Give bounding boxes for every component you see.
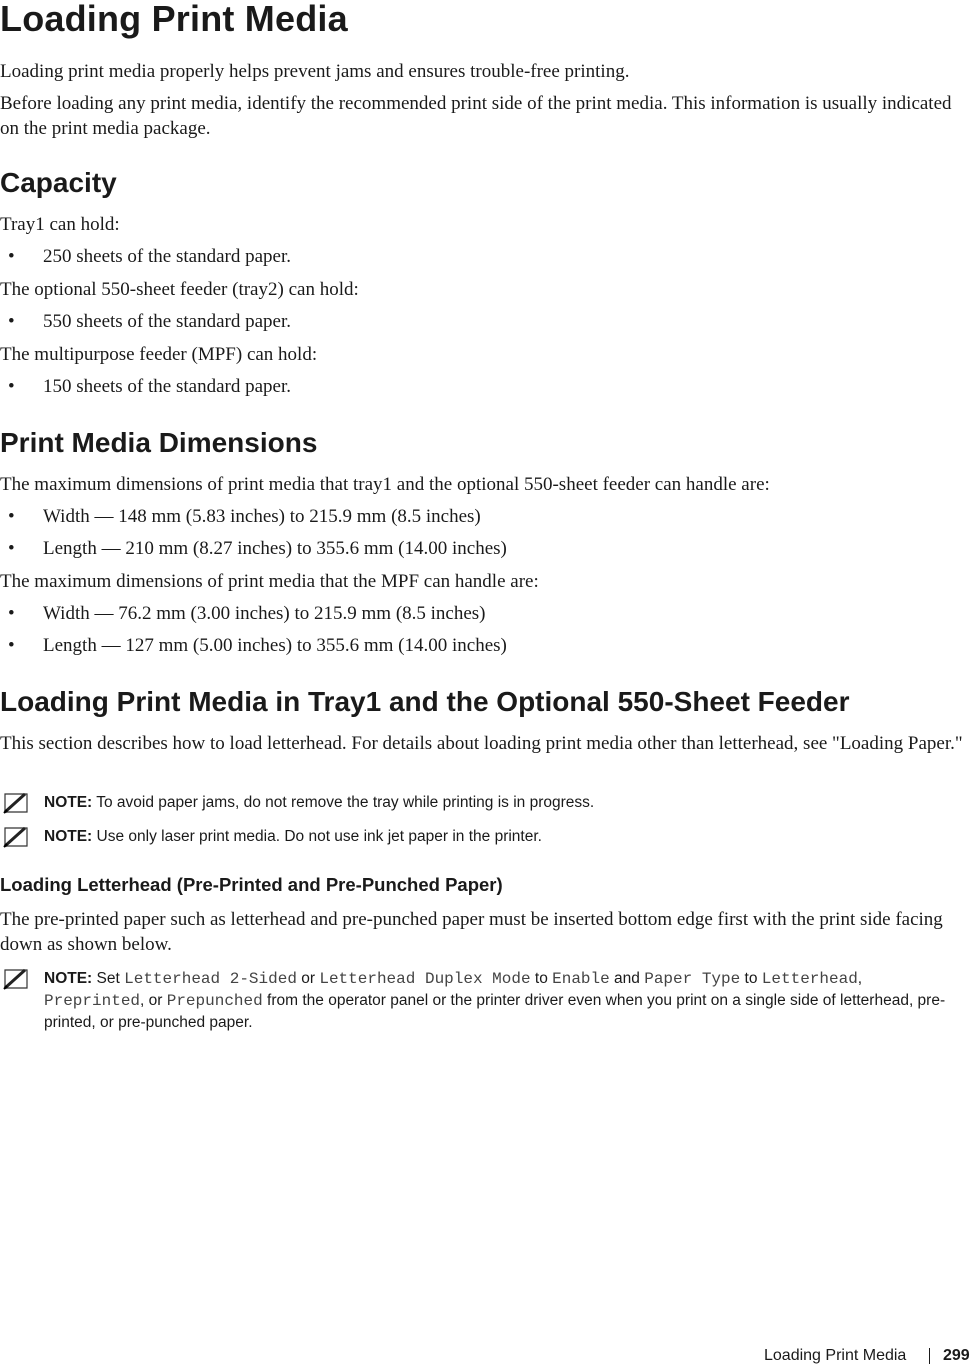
bullet-icon: • [8, 506, 15, 527]
note-pencil-icon [1, 791, 31, 815]
page-number: 299 [943, 1347, 970, 1364]
intro-paragraph-1: Loading print media properly helps prevent jams and ensures trouble-free printing. [0, 61, 630, 82]
page-title: Loading Print Media [0, 0, 348, 39]
bullet-icon: • [8, 246, 15, 267]
letterhead-intro: The pre-printed paper such as letterhead and pre-punched paper must be inserted bottom edge first with the print side facing down as shown below. [0, 909, 943, 955]
letterhead-heading: Loading Letterhead (Pre-Printed and Pre-Punched Paper) [0, 874, 503, 895]
tray1-capacity-label: Tray1 can hold: [0, 214, 120, 235]
bullet-icon: • [8, 311, 15, 332]
footer-divider [929, 1348, 930, 1364]
document-page: Loading Print Media Loading print media properly helps prevent jams and ensures trouble-free printing. Before loading any print media, identify the recommended print side of the print media. This information is usually indicated on the print media package. Capacity Tray1 can hold: • 250 sheets of the standard paper. The optional 550-sheet feeder (tray2) can hold: • 550 sheets of the standard paper. The multipurpose feeder (MPF) can hold: • 150 sheets of the standard paper. Print Media Dimensions The maximum dimensions of print media that tray1 and the optional 550-sheet feeder can handle are: • Width — 148 mm (5.83 inches) to 215.9 mm (8.5 inches) • Length — 210 mm (8.27 inches) to 355.6 mm (14.00 inches) The maximum dimensions of print media that the MPF can handle are: • Width — 76.2 mm (3.00 inches) to 215.9 mm (8.5 inches) • Length — 127 mm (5.00 inches) to 355.6 mm (14.00 inches) Loading Print Media in Tray1 and the Optional 550-Sheet Feeder This section describes how to load letterhead. For details about loading print media other than letterhead, see "Loading Paper." NOTE: To avoid paper jams, do not remove the tray while printing is in progress. NOTE: Use only laser print media. Do not use ink jet paper in the printer. Loading Letterhead (Pre-Printed and Pre-Punched Paper) The pre-printed paper such as letterhead and pre-punched paper must be inserted bottom edge first with the print side facing down as shown below. NOTE: Set Letterhead 2-Sided or Letterhead Duplex Mode to Enable and Paper Type to Letterhead, Preprinted, or Prepunched from the operator panel or the printer driver even when you print on a single side of letterhead, pre-printed, or pre-punched paper. Loading Print Media 299 [0, 0, 971, 1366]
dimensions-heading: Print Media Dimensions [0, 427, 318, 458]
loading-intro: This section describes how to load letterhead. For details about loading print media other than letterhead, see "Loading Paper." [0, 733, 963, 754]
tray-dimensions-intro: The maximum dimensions of print media that tray1 and the optional 550-sheet feeder can handle are: [0, 474, 770, 495]
footer-title: Loading Print Media [764, 1347, 907, 1364]
mpf-dimensions-intro: The maximum dimensions of print media that the MPF can handle are: [0, 571, 539, 592]
mpf-capacity-label: The multipurpose feeder (MPF) can hold: [0, 344, 318, 365]
intro-paragraph-2: Before loading any print media, identify the recommended print side of the print media. This information is usually indicated on the print media package. [0, 93, 952, 139]
bullet-icon: • [8, 376, 15, 397]
note-pencil-icon [1, 967, 31, 991]
bullet-icon: • [8, 538, 15, 559]
bullet-icon: • [8, 603, 15, 624]
capacity-heading: Capacity [0, 167, 117, 198]
tray2-capacity-label: The optional 550-sheet feeder (tray2) can hold: [0, 279, 359, 300]
note-pencil-icon [1, 825, 31, 849]
loading-heading: Loading Print Media in Tray1 and the Optional 550-Sheet Feeder [0, 686, 850, 717]
bullet-icon: • [8, 635, 15, 656]
